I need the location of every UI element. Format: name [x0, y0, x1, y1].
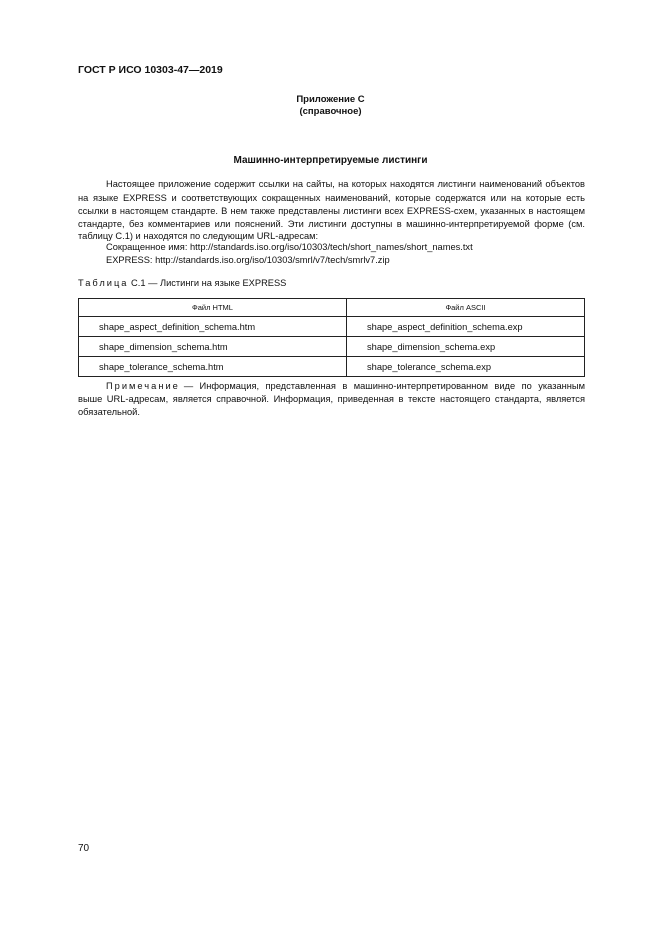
table-caption-label: Таблица — [78, 278, 129, 288]
html-file: shape_tolerance_schema.htm — [79, 357, 347, 377]
paragraph-line: на языке EXPRESS и соответствующих сокращенных наименований, которые содержатся или на которые есть — [78, 193, 585, 203]
column-header: Файл HTML — [79, 299, 347, 317]
ascii-file: shape_dimension_schema.exp — [347, 337, 585, 357]
table-row — [79, 317, 585, 337]
note-text: — Информация, представленная в машинно-интерпретированном виде по указанным — [183, 381, 585, 391]
ascii-file: shape_aspect_definition_schema.exp — [347, 317, 585, 337]
paragraph-line: Настоящее приложение содержит ссылки на сайты, на которых находятся листинги наименований объектов — [106, 179, 585, 189]
table-caption-text: С.1 — Листинги на языке EXPRESS — [131, 278, 287, 288]
html-file: shape_dimension_schema.htm — [79, 337, 347, 357]
note-line: выше URL-адресам, является справочной. Информация, приведенная в тексте настоящего стандарта, является — [78, 394, 585, 404]
table-caption — [78, 278, 286, 288]
note-line — [106, 381, 585, 391]
note-line: обязательной. — [78, 407, 140, 417]
paragraph-line: стандарте, без комментариев или пояснений. Эти листинги доступны в машинно-интерпретируемой форме (см. — [78, 219, 585, 229]
section-title: Машинно-интерпретируемые листинги — [233, 155, 428, 166]
url-short-names: Сокращенное имя: http://standards.iso.org/iso/10303/tech/short_names/short_names.txt — [106, 242, 473, 252]
appendix-title: Приложение С — [296, 94, 365, 105]
document-header: ГОСТ Р ИСО 10303-47—2019 — [78, 64, 223, 76]
appendix-type: (справочное) — [299, 106, 362, 117]
page-number: 70 — [78, 843, 90, 854]
url-express: EXPRESS: http://standards.iso.org/iso/10303/smrl/v7/tech/smrlv7.zip — [106, 255, 390, 265]
table-row — [79, 337, 585, 357]
ascii-file: shape_tolerance_schema.exp — [347, 357, 585, 377]
html-file: shape_aspect_definition_schema.htm — [79, 317, 347, 337]
table-row — [79, 357, 585, 377]
column-header: Файл ASCII — [347, 299, 585, 317]
paragraph-line: ссылки в настоящем стандарте. В нем также представлены листинги всех EXPRESS-схем, указанных в настоящем — [78, 206, 585, 216]
listings-table — [78, 298, 585, 377]
table-header-row — [79, 299, 585, 317]
paragraph-line: таблицу С.1) и находятся по следующим URL-адресам: — [78, 231, 319, 241]
note-label: Примечание — [106, 381, 180, 391]
